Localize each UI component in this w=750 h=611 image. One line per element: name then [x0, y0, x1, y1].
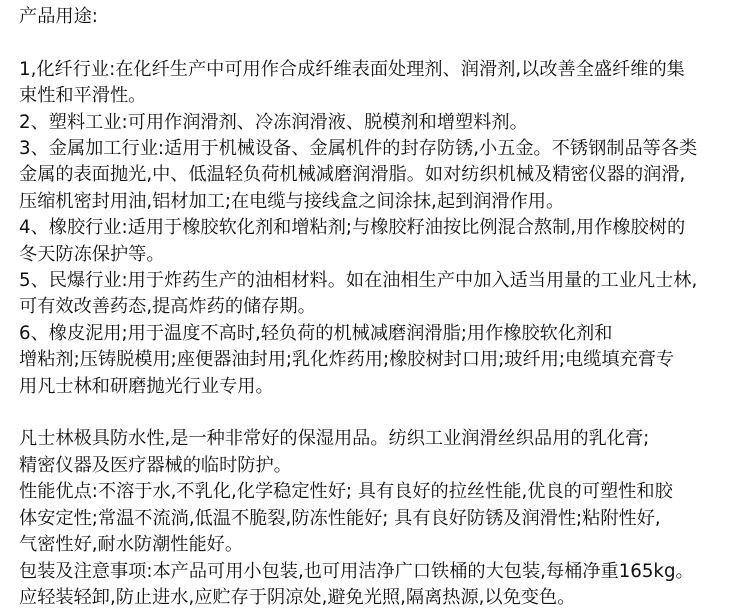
- usage-text-line: 6、橡皮泥用;用于温度不高时,轻负荷的机械减磨润滑脂;用作橡胶软化剂和: [19, 322, 613, 344]
- usage-text-line: 5、民爆行业:用于炸药生产的油相材料。如在油相生产中加入适当用量的工业凡士林,: [19, 270, 698, 292]
- document-body: [19, 4, 739, 611]
- usage-item-chemical-fiber: [19, 57, 739, 110]
- blank-line: [19, 400, 739, 426]
- section-heading: 产品用途:: [19, 6, 98, 27]
- note-line: 应轻装轻卸,防止进水,应贮存于阴凉处,避免光照,隔离热源,以免变色。: [19, 586, 576, 608]
- usage-text-line: 增粘剂;压铸脱模用;座便器油封用;乳化炸药用;橡胶树封口用;玻纤用;电缆填充膏专: [19, 349, 675, 371]
- notes-section: [19, 426, 739, 611]
- note-line: 包装及注意事项:本产品可用小包装,也可用洁净广口铁桶的大包装,每桶净重165kg。: [19, 560, 694, 582]
- note-line: 精密仪器及医疗器械的临时防护。: [19, 454, 292, 476]
- usage-text-line: 3、金属加工行业:适用于机械设备、金属机件的封存防锈,小五金。不锈钢制品等各类: [19, 138, 698, 160]
- usage-item-plastics: [19, 110, 739, 136]
- usage-text-line: 4、橡胶行业:适用于橡胶软化剂和增粘剂;与橡胶籽油按比例混合熬制,用作橡胶树的: [19, 217, 686, 239]
- usage-text-line: 用凡士林和研磨抛光行业专用。: [19, 375, 274, 397]
- usage-item-rubber: [19, 215, 739, 268]
- usage-text-line: 2、塑料工业:可用作润滑剂、冷冻润滑液、脱模剂和增塑料剂。: [19, 111, 528, 133]
- usage-text-line: 冬天防冻保护等。: [19, 243, 165, 265]
- note-line: 体安定性;常温不流淌,低温不脆裂,防冻性能好; 具有良好防锈及润滑性;粘附性好,: [19, 507, 661, 529]
- usage-list: [19, 57, 739, 400]
- usage-text-line: 束性和平滑性。: [19, 85, 147, 107]
- blank-line: [19, 30, 739, 56]
- usage-text-line: 压缩机密封用油,铝材加工;在电缆与接线盒之间涂抹,起到润滑作用。: [19, 190, 565, 212]
- usage-item-metal-processing: [19, 136, 739, 215]
- note-line: 气密性好,耐水防潮性能好。: [19, 534, 244, 556]
- usage-text-line: 金属的表面抛光,中、低温轻负荷机械减磨润滑脂。如对纺织机械及精密仪器的润滑,: [19, 164, 686, 186]
- usage-item-plasticine: [19, 321, 739, 400]
- usage-item-civil-explosives: [19, 268, 739, 321]
- note-line: 性能优点:不溶于水,不乳化,化学稳定性好; 具有良好的拉丝性能,优良的可塑性和胶: [19, 481, 673, 503]
- usage-text-line: 1,化纤行业:在化纤生产中可用作合成纤维表面处理剂、润滑剂,以改善全盛纤维的集: [19, 58, 685, 80]
- usage-text-line: 可有效改善药态,提高炸药的储存期。: [19, 296, 316, 318]
- note-line: 凡士林极具防水性,是一种非常好的保湿用品。纺织工业润滑丝织品用的乳化膏;: [19, 428, 650, 450]
